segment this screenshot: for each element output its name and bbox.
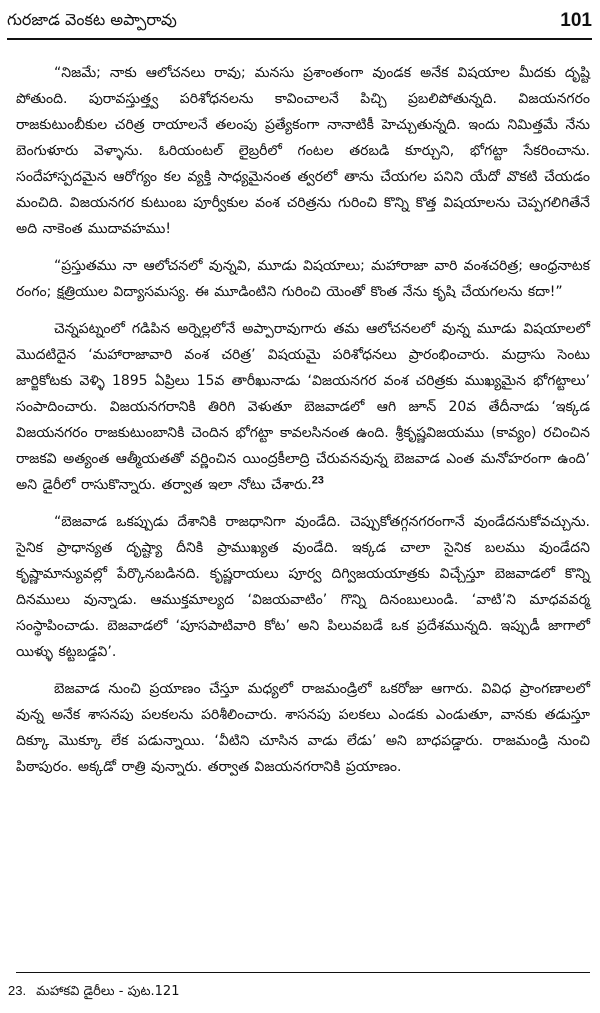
paragraph-text: “నిజమే; నాకు ఆలోచనలు రావు; మనసు ప్రశాంతంగా వుండక అనేక విషయాల మీదకు దృష్టి పోతుంది. పురావస్తుత్త్వ పరిశోధనలను కావించాలనే పిచ్చి ప్రబలిపోతున్నది. విజయనగరం రాజకుటుంబీకుల చరిత్ర రాయాలనే తలంపు ప్రత్యేకంగా నానాటికీ హెచ్చుతున్నది. ఇందు నిమిత్తమే నేను బెంగుళూరు వెళ్ళాను. ఓరియంటల్ లైబ్రరీలో గంటల తరబడి కూర్చుని, భోగట్టా సేకరించాను. సందేహాస్పదమైన ఆరోగ్యం కల వ్యక్తి సాధ్యమైనంత త్వరలో తాను చేయగల పనిని యేదో వొకటి చేయడం మంచిది. విజయనగర కుటుంబ పూర్వీకుల వంశ చరిత్రను గురించి కొన్ని కొత్త విషయాలను చెప్పగలిగితేనే అది నాకెంత ముదావహము!	[16, 65, 590, 237]
page-number: 101	[560, 10, 592, 31]
footnote	[8, 980, 590, 1003]
paragraph-2	[16, 253, 590, 305]
running-head: గురజాడ వెంకట అప్పారావు	[7, 9, 177, 29]
paragraph-1	[16, 60, 590, 242]
paragraph-text: “బెజవాడ ఒకప్పుడు దేశానికి రాజధానిగా వుండేది. చెప్పుకోతగ్గనగరంగానే వుండేదనుకోవచ్చును. సైనిక ప్రాధాన్యత దృష్ట్యా దీనికి ప్రాముఖ్యత వుండేది. ఇక్కడ చాలా సైనిక బలము వుండేదని కృష్ణామాన్యువల్లో పేర్కొనబడినది. కృష్ణరాయలు పూర్వ దిగ్విజయయాత్రకు విచ్చేస్తూ బెజవాడలో కొన్ని దినములు వున్నాడు. ఆముక్తమాల్యద ‘విజయవాటిం’ గొన్ని దినంబులుండి. ‘వాటి’ని మాధవవర్మ సంస్థాపించాడు. బెజవాడలో ‘పూసపాటివారి కోట’ అని పిలువబడే ఒక ప్రదేశమున్నది. ఇప్పుడీ జాగాలో యిళ్ళు కట్టబడ్డవి’.	[16, 514, 590, 660]
page-header	[7, 6, 592, 36]
paragraph-3	[16, 316, 590, 498]
paragraph-4	[16, 509, 590, 665]
paragraph-5	[16, 676, 590, 780]
footnote-rule	[16, 972, 590, 973]
paragraph-text: చెన్నపట్నంలో గడిపిన అర్నెల్లలోనే అప్పారావుగారు తమ ఆలోచనలలో వున్న మూడు విషయాలలో మొదటిదైన ‘మహారాజావారి వంశ చరిత్ర’ విషయమై పరిశోధనలు ప్రారంభించారు. మద్రాసు సెంటు జార్జికోటకు వెళ్ళి 1895 ఏప్రిలు 15వ తారీఖునాడు ‘విజయనగర వంశ చరిత్రకు ముఖ్యమైన భోగట్టాలు’ సంపాదించారు. విజయనగరానికి తిరిగి వెళుతూ బెజవాడలో ఆగి జూన్ 20వ తేదీనాడు ‘ఇక్కడ విజయనగరం రాజకుటుంబానికి చెందిన భోగట్టా కావలసినంత ఉంది. శ్రీకృష్ణవిజయము (కావ్యం) రచించిన రాజకవి అత్యంత ఆత్మీయతతో వర్ణించిన యింద్రకీలాద్రి చేరువనవున్న బెజవాడ ఎంత మనోహరంగా ఉంది’ అని డైరీలో రాసుకొన్నారు. తర్వాత ఇలా నోటు చేశారు.	[16, 321, 590, 493]
page-body	[16, 60, 590, 791]
footnote-number: 23.	[8, 983, 27, 998]
footnote-reference[interactable]: 23	[311, 474, 324, 487]
header-rule	[7, 38, 592, 40]
paragraph-text: “ప్రస్తుతము నా ఆలోచనలో వున్నవి, మూడు విషయాలు; మహారాజా వారి వంశచరిత్ర; ఆంధ్రనాటక రంగం; క్షత్రియుల విద్యాసమస్య. ఈ మూడింటిని గురించి యెంతో కొంత నేను కృషి చేయగలను కదా!”	[16, 258, 590, 300]
footnote-text: మహాకవి డైరీలు - పుట.121	[36, 984, 180, 999]
paragraph-text: బెజవాడ నుంచి ప్రయాణం చేస్తూ మధ్యలో రాజమండ్రిలో ఒకరోజు ఆగారు. వివిధ ప్రాంగణాలలో వున్న అనేక శాసనపు పలకలను పరిశీలించారు. శాసనపు పలకలు ఎండకు ఎండుతూ, వానకు తడుస్తూ దిక్కూ మొక్కూ లేక పడున్నాయి. ‘వీటిని చూసిన వాడు లేడు’ అని బాధపడ్డారు. రాజమండ్రి నుంచి పిఠాపురం. అక్కడో రాత్రి వున్నారు. తర్వాత విజయనగరానికి ప్రయాణం.	[16, 681, 590, 775]
